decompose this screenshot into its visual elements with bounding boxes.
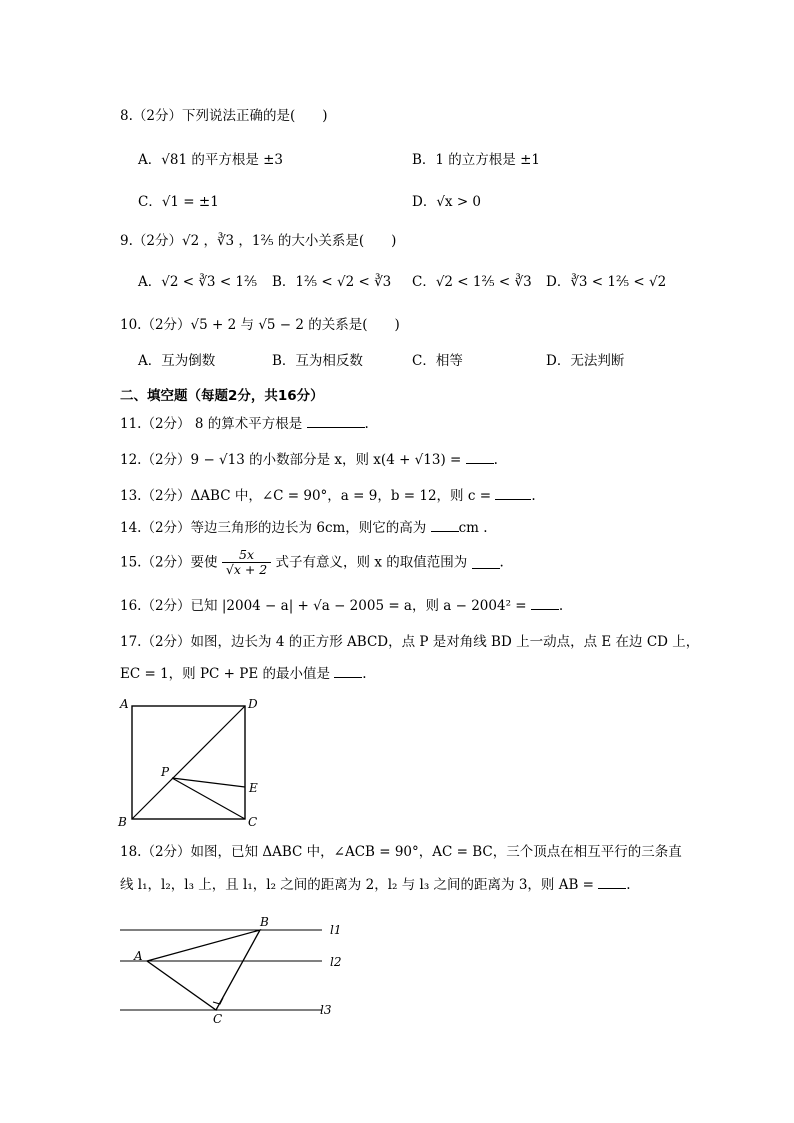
label-p: P — [161, 765, 170, 779]
segment-pc — [172, 778, 245, 819]
q13 — [120, 487, 536, 505]
q10-option-b: B．互为相反数 — [272, 353, 363, 369]
q9-option-d: D．∛3 < 1⅖ < √2 — [546, 274, 667, 290]
segment-pe — [172, 778, 245, 787]
q18-line2 — [120, 876, 631, 894]
answer-blank[interactable] — [472, 556, 500, 569]
q9-option-a: A．√2 < ∛3 < 1⅖ — [138, 274, 258, 290]
q14 — [120, 519, 488, 537]
answer-blank[interactable] — [307, 415, 365, 428]
q14-end: cm . — [458, 520, 488, 536]
q8-option-c: C．√1 = ±1 — [138, 194, 219, 210]
q16-end: . — [558, 598, 564, 614]
label-a: A — [134, 949, 143, 963]
q10-option-c: C．相等 — [412, 353, 463, 369]
section-heading: 二、填空题（每题2分，共16分） — [120, 388, 324, 404]
q11-end: . — [364, 416, 369, 432]
answer-blank[interactable] — [495, 487, 531, 500]
q12 — [120, 451, 498, 469]
q17-end: . — [362, 666, 367, 682]
q16-text: 16.（2分）已知 |2004 − a| + √a − 2005 = a，则 a − 2004² = — [120, 598, 527, 614]
triangle-abc — [147, 930, 260, 1010]
q12-end: . — [493, 452, 498, 468]
answer-blank[interactable] — [598, 876, 626, 889]
q18-end: . — [626, 877, 631, 893]
q11-text: 11.（2分） 8 的算术平方根是 — [120, 416, 303, 432]
label-l3: l3 — [320, 1003, 332, 1017]
q8-option-a: A．√81 的平方根是 ±3 — [138, 152, 284, 168]
label-b: B — [118, 815, 127, 829]
q8-option-b: B．1 的立方根是 ±1 — [412, 152, 540, 168]
q17-line2 — [120, 665, 367, 683]
q17-square-figure — [110, 692, 270, 832]
label-a: A — [120, 697, 129, 711]
q15-numerator: 5x — [239, 547, 255, 562]
q15-pre: 15.（2分）要使 — [120, 554, 218, 571]
q15-end: . — [499, 554, 504, 571]
q17-line1: 17.（2分）如图，边长为 4 的正方形 ABCD，点 P 是对角线 BD 上一动点，点 E 在边 CD 上， — [120, 634, 700, 650]
label-e: E — [249, 781, 258, 795]
q9-stem: 9.（2分）√2 ，∛3 ，1⅖ 的大小关系是( ) — [120, 233, 397, 249]
q15-denominator: √x + 2 — [222, 562, 271, 577]
label-c: C — [213, 1012, 223, 1025]
label-c: C — [248, 815, 258, 829]
q17-text: EC = 1，则 PC + PE 的最小值是 — [120, 666, 330, 682]
q16 — [120, 597, 563, 615]
q13-text: 13.（2分）ΔABC 中，∠C = 90°，a = 9，b = 12，则 c = — [120, 488, 492, 504]
q18-text: 线 l₁，l₂，l₃ 上，且 l₁，l₂ 之间的距离为 2，l₂ 与 l₃ 之间的距离为 3，则 AB = — [120, 877, 594, 893]
label-l2: l2 — [330, 955, 342, 969]
q10-option-d: D．无法判断 — [546, 353, 625, 369]
q15-fraction — [222, 548, 271, 577]
q15-post: 式子有意义，则 x 的取值范围为 — [275, 554, 468, 571]
q11 — [120, 415, 369, 433]
answer-blank[interactable] — [431, 519, 459, 532]
diagonal-bd — [132, 706, 245, 819]
q10-option-a: A．互为倒数 — [138, 353, 216, 369]
q13-end: . — [531, 488, 536, 504]
q9-option-b: B．1⅖ < √2 < ∛3 — [272, 274, 392, 290]
q18-parallel-lines-figure — [110, 910, 360, 1025]
label-b: B — [260, 915, 269, 929]
q14-text: 14.（2分）等边三角形的边长为 6cm，则它的高为 — [120, 520, 427, 536]
q18-line1: 18.（2分）如图，已知 ΔABC 中，∠ACB = 90°，AC = BC，三个顶点在相互平行的三条直 — [120, 844, 682, 860]
q8-stem: 8.（2分）下列说法正确的是( ) — [120, 108, 328, 124]
q12-text: 12.（2分）9 − √13 的小数部分是 x，则 x(4 + √13) = — [120, 452, 462, 468]
answer-blank[interactable] — [466, 451, 494, 464]
answer-blank[interactable] — [334, 665, 362, 678]
q9-option-c: C．√2 < 1⅖ < ∛3 — [412, 274, 532, 290]
q15 — [120, 548, 504, 577]
q8-option-d: D．√x > 0 — [412, 194, 482, 210]
answer-blank[interactable] — [531, 597, 559, 610]
label-l1: l1 — [330, 923, 342, 937]
q10-stem: 10.（2分）√5 + 2 与 √5 − 2 的关系是( ) — [120, 317, 400, 333]
label-d: D — [248, 697, 258, 711]
